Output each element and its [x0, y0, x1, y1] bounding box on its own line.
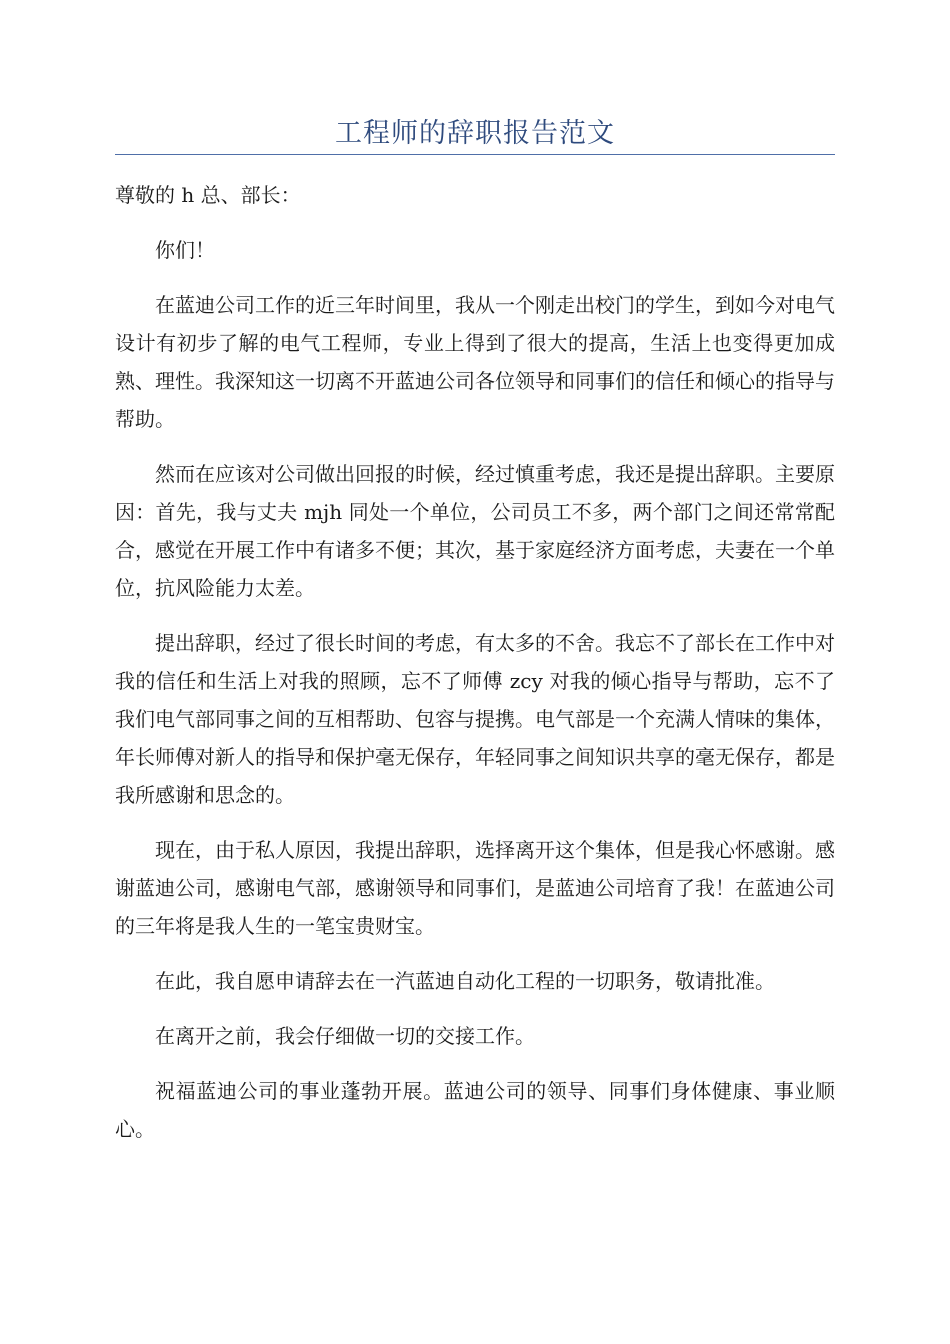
paragraph-1: 你们！ — [155, 238, 215, 262]
paragraph-7: 在离开之前，我会仔细做一切的交接工作。 — [155, 1024, 535, 1048]
paragraph-8: 祝福蓝迪公司的事业蓬勃开展。蓝迪公司的领导、同事们身体健康、事业顺心。 — [115, 1079, 835, 1141]
salutation: 尊敬的 h 总、部长： — [115, 183, 301, 207]
paragraph-3: 然而在应该对公司做出回报的时候，经过慎重考虑，我还是提出辞职。主要原因：首先，我与丈夫 mjh 同处一个单位，公司员工不多，两个部门之间还常常配合，感觉在开展工作中有诸多不便；其次，基于家庭经济方面考虑，夫妻在一个单位，抗风险能力太差。 — [115, 462, 835, 600]
title-underline — [115, 154, 835, 155]
paragraph-2: 在蓝迪公司工作的近三年时间里，我从一个刚走出校门的学生，到如今对电气设计有初步了解的电气工程师，专业上得到了很大的提高，生活上也变得更加成熟、理性。我深知这一切离不开蓝迪公司各位领导和同事们的信任和倾心的指导与帮助。 — [115, 293, 835, 431]
document-body — [115, 176, 835, 1165]
paragraph-5: 现在，由于私人原因，我提出辞职，选择离开这个集体，但是我心怀感谢。感谢蓝迪公司，感谢电气部，感谢领导和同事们，是蓝迪公司培育了我！在蓝迪公司的三年将是我人生的一笔宝贵财宝。 — [115, 838, 835, 938]
paragraph-6: 在此，我自愿申请辞去在一汽蓝迪自动化工程的一切职务，敬请批准。 — [155, 969, 775, 993]
document-title: 工程师的辞职报告范文 — [335, 118, 615, 149]
paragraph-4: 提出辞职，经过了很长时间的考虑，有太多的不舍。我忘不了部长在工作中对我的信任和生活上对我的照顾，忘不了师傅 zcy 对我的倾心指导与帮助，忘不了我们电气部同事之间的互相帮助、包容与提携。电气部是一个充满人情味的集体，年长师傅对新人的指导和保护毫无保存，年轻同事之间知识共享的毫无保存，都是我所感谢和思念的。 — [115, 631, 835, 807]
